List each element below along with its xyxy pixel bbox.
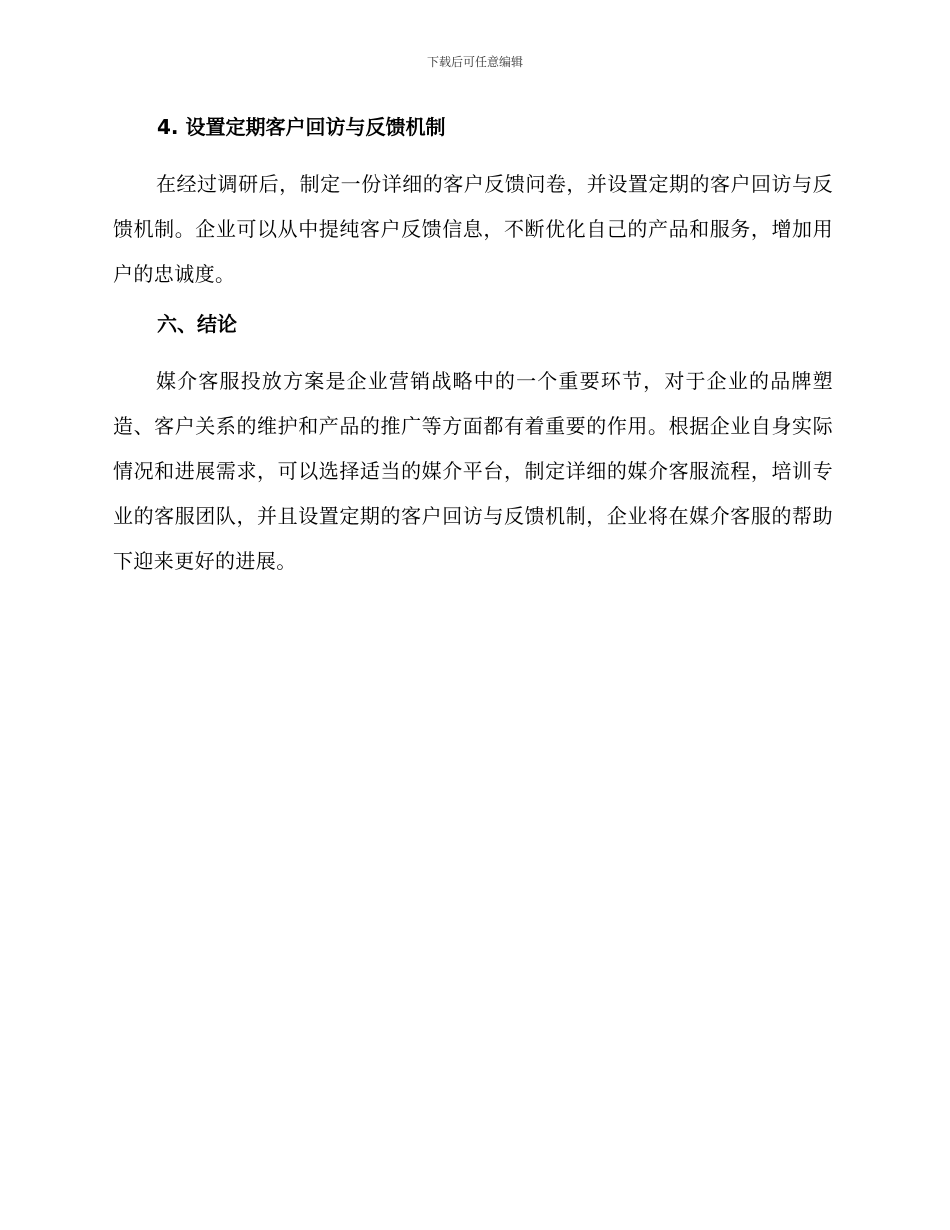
page-header-note: 下载后可任意编辑 xyxy=(426,55,523,69)
section-heading-feedback-mechanism: 4. 设置定期客户回访与反馈机制 xyxy=(157,115,446,139)
section-paragraph-feedback-mechanism: 在经过调研后，制定一份详细的客户反馈问卷，并设置定期的客户回访与反馈机制。企业可以从中提纯客户反馈信息，不断优化自己的产品和服务，增加用户的忠诚度。 xyxy=(113,172,833,286)
section-paragraph-conclusion: 媒介客服投放方案是企业营销战略中的一个重要环节，对于企业的品牌塑造、客户关系的维护和产品的推广等方面都有着重要的作用。根据企业自身实际情况和进展需求，可以选择适当的媒介平台，制定详细的媒介客服流程，培训专业的客服团队，并且设置定期的客户回访与反馈机制，企业将在媒介客服的帮助下迎来更好的进展。 xyxy=(113,369,833,573)
document-body xyxy=(113,112,833,584)
section-heading-conclusion: 六、结论 xyxy=(157,312,237,336)
